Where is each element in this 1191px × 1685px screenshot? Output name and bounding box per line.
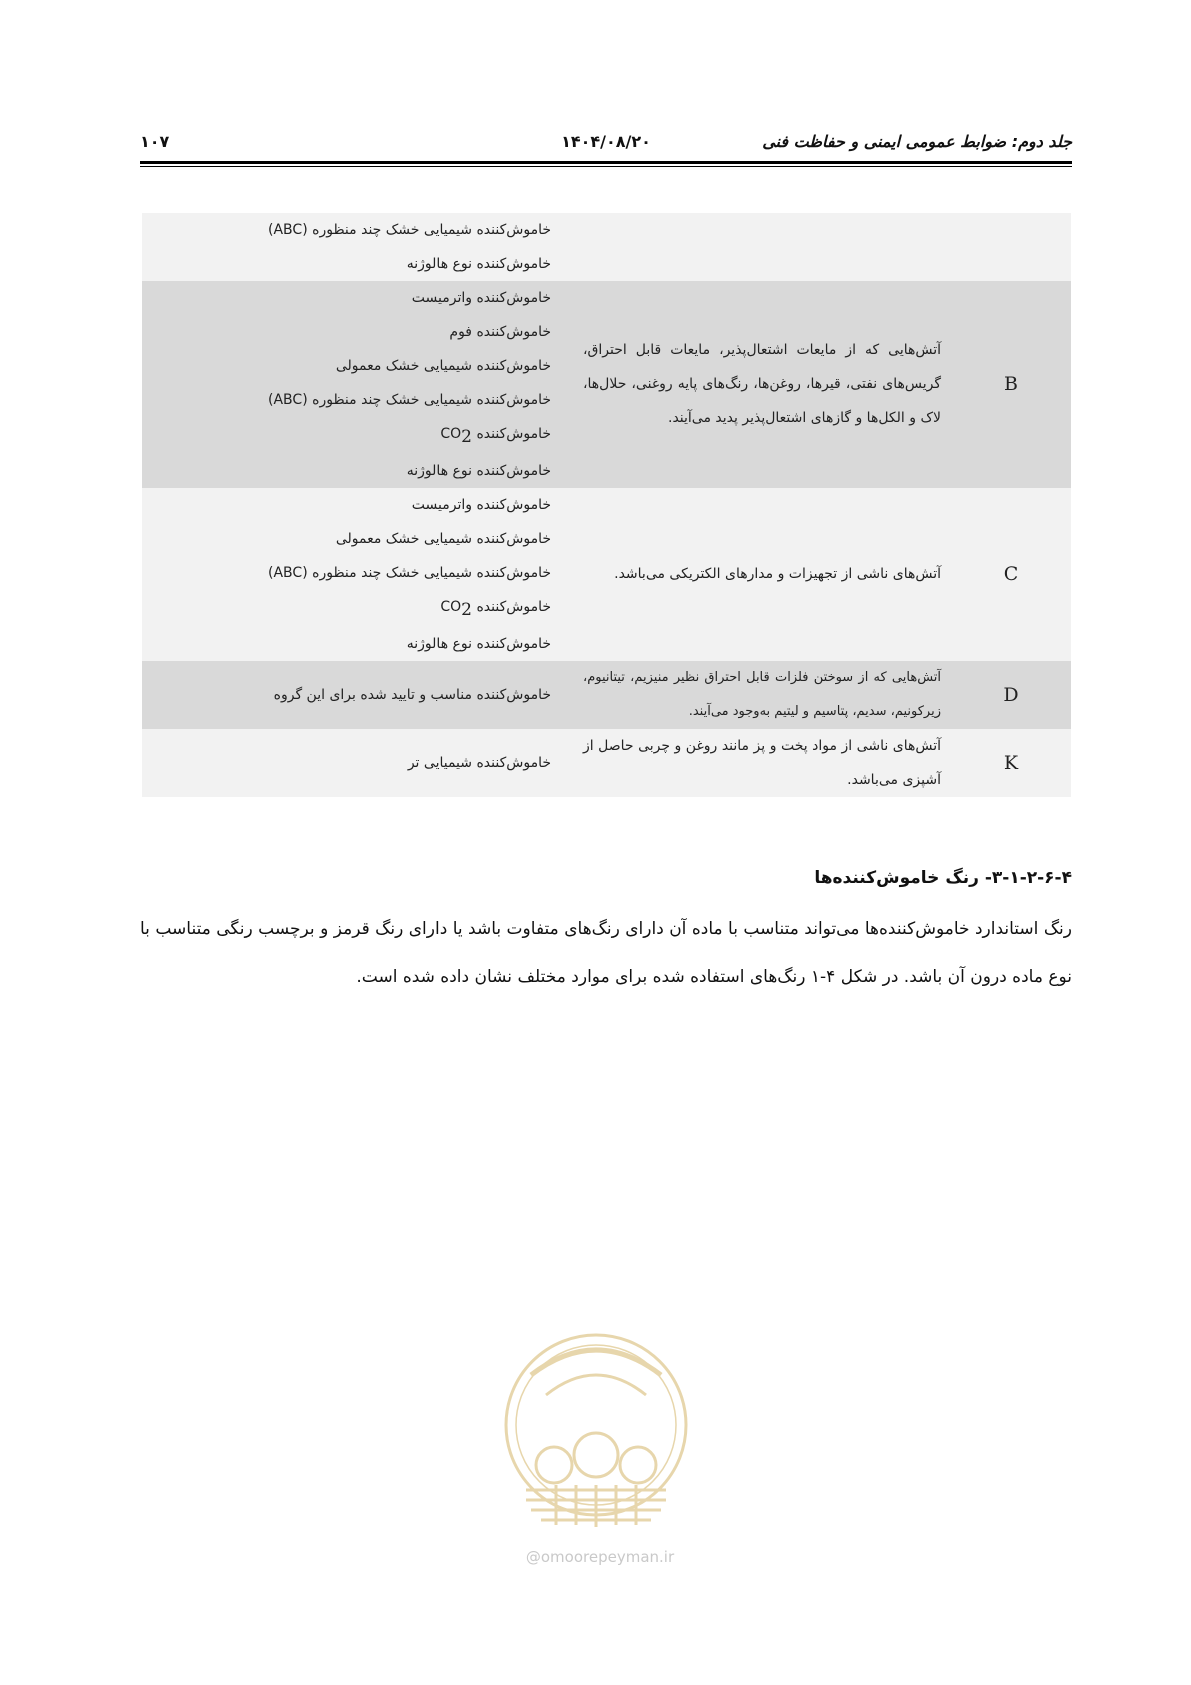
header-rule-thin [140, 166, 1072, 167]
extinguisher-item: خاموش‌کننده مناسب و تایید شده برای این گروه [273, 686, 551, 703]
fire-description-cell: آتش‌های ناشی از مواد پخت و پز مانند روغن و چربی حاصل از آشپزی می‌باشد. [583, 737, 941, 788]
extinguisher-item: خاموش‌کننده واترمیست [411, 496, 551, 513]
extinguisher-item: خاموش‌کننده فوم [449, 324, 551, 340]
extinguisher-item: خاموش‌کننده شیمیایی خشک چند منظوره (ABC) [268, 222, 551, 238]
extinguisher-item: خاموش‌کننده شیمیایی خشک معمولی [335, 530, 551, 547]
extinguisher-item: خاموش‌کننده شیمیایی خشک چند منظوره (ABC) [268, 564, 551, 581]
watermark-logo [486, 1315, 706, 1560]
fire-class-cell: B [1004, 373, 1018, 396]
extinguisher-item: خاموش‌کننده شیمیایی تر [407, 754, 551, 771]
fire-description-cell: آتش‌هایی که از مایعات اشتعال‌پذیر، مایعات قابل احتراق، گریس‌های نفتی، قیرها، روغن‌ها، رنگ‌های پایه روغنی، حلال‌ها، لاک و الکل‌ها و گازهای اشتعال‌پذیر پدید می‌آیند. [583, 342, 941, 427]
document-title: جلد دوم: ضوابط عمومی ایمنی و حفاظت فنی [762, 132, 1072, 151]
extinguisher-list-cell [142, 661, 567, 729]
page-number: ۱۰۷ [140, 132, 170, 151]
table-row [142, 281, 1071, 488]
extinguisher-item: خاموش‌کننده نوع هالوژنه [406, 256, 551, 272]
fire-description-cell: آتش‌هایی که از سوختن فلزات قابل احتراق نظیر منیزیم، تیتانیوم، زیرکونیم، سدیم، پتاسیم و لیتیم به‌وجود می‌آیند. [583, 669, 941, 719]
table-row [142, 661, 1071, 729]
extinguisher-item: خاموش‌کننده شیمیایی خشک معمولی [335, 358, 551, 374]
fire-class-cell: D [1003, 683, 1019, 706]
co2-subscript: 2 [461, 426, 472, 447]
extinguisher-list-cell [142, 488, 567, 661]
extinguisher-co2-label: خاموش‌کننده CO [440, 426, 551, 442]
extinguisher-item: خاموش‌کننده نوع هالوژنه [406, 635, 551, 652]
table-row [142, 213, 1071, 281]
extinguisher-item: خاموش‌کننده نوع هالوژنه [406, 462, 551, 479]
extinguisher-item: خاموش‌کننده واترمیست [411, 290, 551, 306]
extinguisher-co2-label: خاموش‌کننده CO [440, 598, 551, 615]
table-row [142, 488, 1071, 661]
watermark-site: @omoorepeyman.ir [525, 1548, 675, 1566]
section-paragraph: رنگ استاندارد خاموش‌کننده‌ها می‌تواند متناسب با ماده آن دارای رنگ‌های متفاوت باشد یا دارای رنگ قرمز و برچسب رنگی متناسب با نوع ماده درون آن باشد. در شکل ۴-۱ رنگ‌های استفاده شده برای موارد مختلف نشان داده شده است. [140, 919, 1072, 987]
extinguisher-table [142, 213, 1071, 797]
fire-description-cell: آتش‌های ناشی از تجهیزات و مدارهای الکتریکی می‌باشد. [614, 566, 941, 583]
fire-class-cell [951, 213, 1071, 281]
extinguisher-list-cell [142, 729, 567, 797]
extinguisher-list-cell [142, 213, 567, 281]
extinguisher-item-co2 [152, 590, 551, 627]
co2-subscript: 2 [461, 599, 472, 620]
section-heading: ۳-۱-۲-۶-۴- رنگ خاموش‌کننده‌ها [814, 868, 1072, 888]
fire-class-cell: C [1003, 563, 1019, 586]
extinguisher-item-co2 [152, 417, 551, 454]
header-rule-thick [140, 161, 1072, 164]
table-row [142, 729, 1071, 797]
extinguisher-item: خاموش‌کننده شیمیایی خشک چند منظوره (ABC) [268, 392, 551, 408]
page-header [140, 128, 1072, 164]
extinguisher-list-cell [142, 281, 567, 488]
fire-class-cell: K [1003, 751, 1019, 774]
fire-description-cell [567, 213, 951, 281]
document-date: ۱۴۰۴/۰۸/۲۰ [561, 132, 651, 151]
